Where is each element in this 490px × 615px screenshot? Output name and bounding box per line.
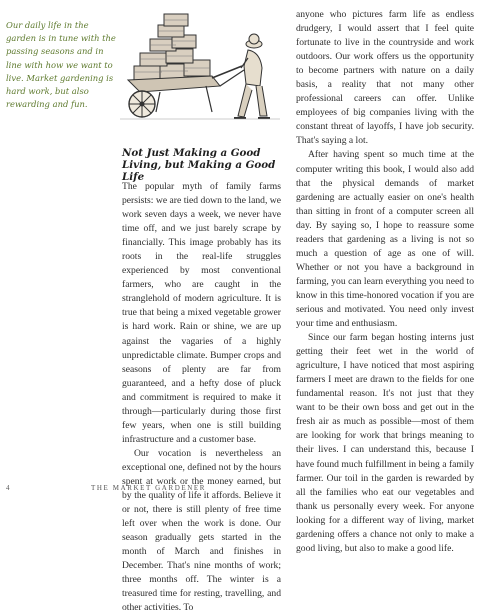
right-text-column [296,8,474,556]
farmer-figure [234,34,270,118]
paragraph: Our vocation is nevertheless an exceptional one, defined not by the hours spent at work or the money earned, but by the quality of life it affords. Believe it or not, there is still plenty of free time left over when the work is done. Our season gradually gets started in the month of March and finishes in December. That's nine months of work; three months off. The winter is a treasured time for resting, travelling, and other activities. To [122,447,281,614]
wheelbarrow-illustration [120,8,280,126]
section-heading: Not Just Making a Good Living, but Making a Good Life [122,147,276,183]
running-head: THE MARKET GARDENER [91,484,207,492]
left-text-column [122,180,281,615]
paragraph: Since our farm began hosting interns just getting their feet wet in the world of agriculture, I have noticed that most aspiring farmers I meet are drawn to the fields for one fundamental reason. It's not just that they want to be their own boss and get out in the fresh air as much as possible—most of them are looking for work that brings meaning to their lives. I can understand this, because I have found much fulfillment in being a family farmer. Our toil in the garden is rewarded by all the families who eat our vegetables and thank us personally every week. For anyone looking for a different way of living, market gardening offers a chance not only to make a good living, but also to make a good life. [296,332,474,554]
crate-stack [134,14,210,80]
paragraph: The popular myth of family farms persists: we are tied down to the land, we work seven days a week, we never have time off, and we just barely scrape by financially. This image probably has its roots in the real-life struggles experienced by most conventional farmers, who are caught in the stranglehold of modern agriculture. It is true that being a mixed vegetable grower is hard work. Rain or shine, we are up against the vagaries of a highly unpredictable climate. Bumper crops and seasons of plenty are far from guaranteed, and a hefty dose of pluck and commitment is required to make it through—particularly during those first few years, when one is still building infrastructure and a customer base. [122,181,281,445]
page-number: 4 [6,484,10,492]
paragraph-continued: anyone who pictures farm life as endless drudgery, I would assert that I feel quite fortunate to live in the countryside and work outdoors. Our work offers us the opportunity to become partners with nature on a daily basis, a reality that not many other professional careers can offer. Unlike employees of big companies living with the constant threat of layoffs, I have job security. That's saying a lot. [296,9,474,147]
page-footer [6,484,207,492]
paragraph: After having spent so much time at the computer writing this book, I would also add that the physical demands of market gardening are actually easier on one's health than sitting in front of a computer screen all day. By saying so, I hope to reassure some readers that gardening as a living is not so much a question of age as one of will. Whether or not you have a background in farming, you can learn everything you need to know in this time-honored vocation if you are serious and motivated. You need only invest your time and enthusiasm. [296,149,474,330]
photo-caption: Our daily life in the garden is in tune with the passing seasons and in line with how we want to live. Market gardening is hard work, but also rewarding and fun. [6,20,116,110]
